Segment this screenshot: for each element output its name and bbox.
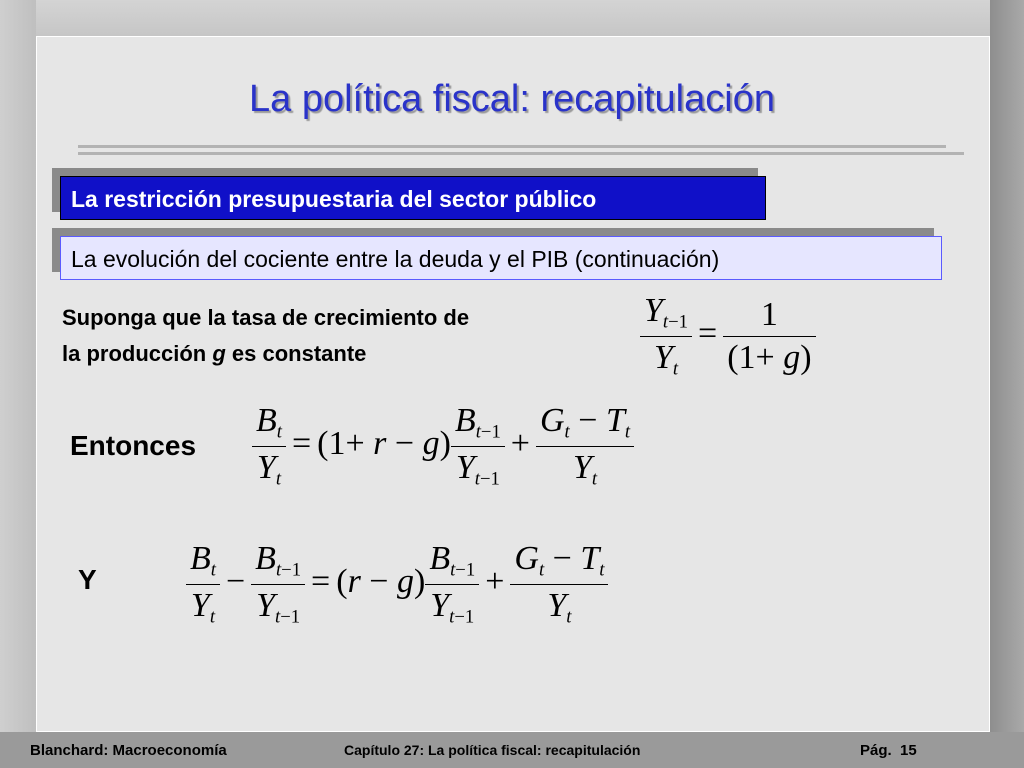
footer-page [860,742,917,759]
assumption-g-symbol: g [212,341,226,366]
label-entonces: Entonces [70,430,197,461]
assumption-line-1: Suponga que la tasa de crecimiento de [62,305,470,330]
equation-growth-ratio: $\frac{Y_{t-1}}{Y_t}$ = $\frac{1}{(1+ g)}$ [640,292,816,380]
growth-assumption-text [62,300,602,372]
assumption-line-2b: es constante [225,341,367,366]
title-rule-lower [78,152,964,155]
frame-bevel-top [0,0,1024,36]
equation-debt-ratio-change: $\frac{B_t}{Y_t}$ − $\frac{B_{t-1}}{Y_{t-1}}$ = (r − g) $\frac{B_{t-1}}{Y_{t-1}}$ + $\frac{G_t - T_t}{Y_t}$ [186,540,608,628]
assumption-line-2a: la producción [62,341,213,366]
slide-title: La política fiscal: recapitulación [249,78,775,120]
heading-debt-ratio-evolution: La evolución del cociente entre la deuda y el PIB (continuación) [60,236,942,280]
equation-debt-ratio: $\frac{B_t}{Y_t}$ = (1+ r − g) $\frac{B_{t-1}}{Y_{t-1}}$ + $\frac{G_t - T_t}{Y_t}$ [252,402,634,490]
footer-chapter: Capítulo 27: La política fiscal: recapitulación [344,742,641,758]
footer-book: Blanchard: Macroeconomía [30,742,227,759]
footer-page-number: 15 [900,742,917,759]
label-y: Y [78,564,97,595]
heading-budget-constraint: La restricción presupuestaria del sector público [60,176,766,220]
title-rule-upper [78,145,946,148]
footer-page-label: Pág. [860,742,892,759]
